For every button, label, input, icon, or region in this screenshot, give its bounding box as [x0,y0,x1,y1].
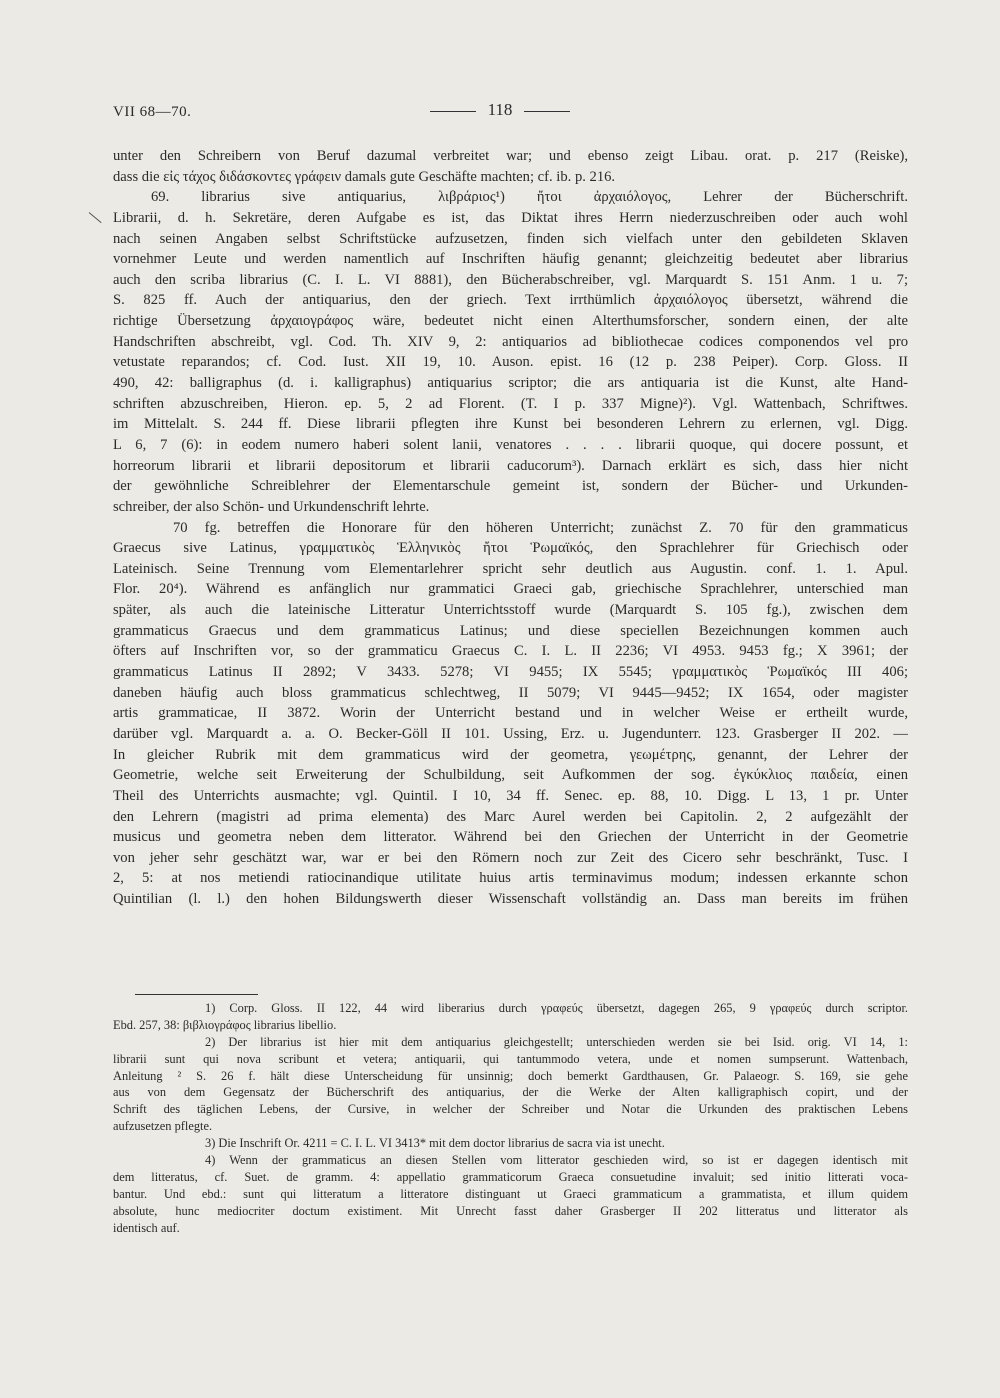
body-line: daneben häufig auch bloss grammaticus schlechtweg, II 5079; VI 9445—9452; IX 1654, oder magister [113,684,908,701]
body-line: S. 825 ff. Auch der antiquarius, den der griech. Text irrthümlich ἀρχαιόλογος übersetzt, während die [113,292,908,309]
body-line: grammaticus Latinus II 2892; V 3433. 5278; VI 9455; IX 5545; γραμματικὸς Ῥωμαϊκός III 406; [113,664,908,681]
header-rule-right [524,111,570,112]
body-line: Handschriften abschreibt, vgl. Cod. Th. XIV 9, 2: antiquarios ad bibliothecae codices componendos vel pro [113,333,908,350]
body-line: Quintilian (l. l.) den hohen Bildungswerth dieser Wissenschaft vollständig an. Dass man bereits im frühen [113,891,908,908]
body-line: unter den Schreibern von Beruf dazumal verbreitet war; und ebenso zeigt Libau. orat. p. 217 (Reiske), [113,148,908,164]
footnotes [113,1000,908,1236]
page-number-header [0,100,1000,120]
footnote-separator [135,994,258,995]
footnote-line: absolute, hunc mediocriter doctum existiment. Mit Unrecht fasst daher Grasberger II 202 litteratus und litterator als [113,1203,908,1218]
body-line: den Lehrern (magistri ad prima elementa) des Marc Aurel werden bei Capitolin. 2, 2 aufgezählt der [113,808,908,825]
body-line: 490, 42: balligraphus (d. i. kalligraphus) antiquarius scriptor; die ars antiquaria ist die Kunst, alte Hand- [113,375,908,392]
body-line: 2, 5: at nos metiendi ratiocinandique utilitate huius artis terminavimus modum; indessen erkannte schon [113,870,908,887]
body-line: musicus und geometra neben dem litterator. Während bei den Griechen der Unterricht in der Geometrie [113,829,908,846]
body-text [113,146,908,910]
footnote-line: Schrift des täglichen Lebens, der Cursive, in welcher der Schreiber und Notar die Urkunden des praktischen Lebens [113,1102,908,1117]
section-reference: VII 68—70. [113,104,192,120]
body-line: Geometrie, welche seit Erweiterung der Schulbildung, seit Aufkommen der sog. ἐγκύκλιος παιδεία, einen [113,767,908,784]
body-line: grammaticus Graecus und dem grammaticus Latinus; und diese speciellen Bezeichnungen kommen auch [113,622,908,639]
body-line: 69. librarius sive antiquarius, λιβράριος¹) ἤτοι ἀρχαιόλογος, Lehrer der Bücherschrift. [151,189,908,206]
body-line: der gewöhnliche Schreiblehrer der Elementarschule gemeint ist, sondern der Bücher- und Urkunden- [113,478,908,495]
footnote-line: Ebd. 257, 38: βιβλιογράφος librarius libellio. [113,1017,337,1032]
body-line: richtige Übersetzung ἀρχαιογράφος wäre, bedeutet nicht einen Alterthumsforscher, sondern einen, der alte [113,313,908,330]
footnote-line: 3) Die Inschrift Or. 4211 = C. I. L. VI 3413* mit dem doctor librarius de sacra via ist unecht. [205,1136,665,1151]
body-line: auch den scriba librarius (C. I. L. VI 8881), den Bücherabschreiber, vgl. Marquardt S. 151 Anm. 1 u. 7; [113,271,908,288]
footnote-line: identisch auf. [113,1220,180,1235]
footnote-line: aus von dem Gegensatz der Bücherschrift des antiquarius, der die Werke der Alten kalligraphisch copirt, und der [113,1085,908,1100]
page-number: 118 [487,100,513,119]
body-line: dass die εἰς τάχος διδάσκοντες γράφειν damals gute Geschäfte machten; cf. ib. p. 216. [113,168,616,185]
body-line: vetustate reparandos; cf. Cod. Iust. XII 19, 10. Auson. epist. 16 (12 p. 238 Peiper). Corp. Gloss. II [113,354,908,371]
body-line: artis grammaticae, II 3872. Worin der Unterricht bestand und in welcher Weise er ertheilt wurde, [113,705,908,722]
footnote-line: Anleitung ² S. 26 f. hält diese Unterscheidung für unsinnig; doch bemerkt Gardthausen, Gr. Palaeogr. S. 169, sie gehe [113,1068,908,1083]
footnote-line: librarii sunt qui nova scribunt et vetera; antiquarii, qui tantummodo vetera, unde et nomen sumpserunt. Wattenbach, [113,1051,908,1066]
body-line: Graecus sive Latinus, γραμματικὸς Ἑλληνικὸς ἤτοι Ῥωμαϊκός, den Sprachlehrer für Griechisch oder [113,540,908,557]
body-line: 70 fg. betreffen die Honorare für den höheren Unterricht; zunächst Z. 70 für den grammaticus [173,519,908,536]
body-line: Theil des Unterrichts ausmachte; vgl. Quintil. I 10, 34 ff. Senec. ep. 88, 10. Digg. L 13, 1 pr. Unter [113,787,908,804]
body-line: im Mittelalt. S. 244 ff. Diese librarii pflegten ihre Kunst bei besonderen Lehrern zu erlernen, vgl. Digg. [113,416,908,433]
footnote-line: bantur. Und ebd.: sunt qui litteratum a litteratore distinguant ut Graeci grammaticum a grammatista, et illum quidem [113,1186,908,1201]
body-line: L 6, 7 (6): in eodem numero haberi solent lanii, venatores . . . . librarii quoque, qui docere possunt, et [113,436,908,453]
body-line: Lateinisch. Seine Trennung vom Elementarlehrer spricht sehr deutlich aus Augustin. conf. 1. 1. Apul. [113,560,908,577]
body-line: vornehmer Leute und werden namentlich auf Inschriften häufig genannt; gleichzeitig bedeutet aber librarius [113,251,908,268]
margin-mark [89,212,102,223]
body-line: In gleicher Rubrik mit dem grammaticus wird der geometra, γεωμέτρης, genannt, der Lehrer der [113,746,908,763]
body-line: darüber vgl. Marquardt a. a. O. Becker-Göll II 101. Ussing, Erz. u. Jugendunterr. 123. Grasberger II 202. — [113,725,908,742]
body-line: Flor. 20⁴). Während es anfänglich nur grammatici Graeci gab, griechische Sprachlehrer, unterschied man [113,581,908,598]
footnote-line: 4) Wenn der grammaticus an diesen Stellen vom litterator geschieden wird, so ist er dagegen identisch mit [205,1153,908,1168]
body-line: Librarii, d. h. Sekretäre, deren Aufgabe es ist, das Diktat ihres Herrn niederzuschreiben oder auch wohl [113,209,908,226]
footnote-line: aufzusetzen pflegte. [113,1119,213,1134]
body-line: horreorum librarii et librarii depositorum et librarii caducorum³). Darnach erklärt es sich, dass hier nicht [113,457,908,474]
header-rule-left [430,111,476,112]
body-line: schriften abzuschreiben, Hieron. ep. 5, 2 ad Florent. (T. I p. 337 Migne)²). Vgl. Wattenbach, Schriftwes. [113,395,908,412]
footnote-line: 2) Der librarius ist hier mit dem antiquarius gleichgestellt; unterschieden werden sie bei Isid. orig. VI 14, 1: [205,1034,908,1049]
footnote-line: 1) Corp. Gloss. II 122, 44 wird liberarius durch γραφεύς übersetzt, dagegen 265, 9 γραφεύς durch scriptor. [205,1001,908,1015]
body-line: öfters auf Inschriften vor, so der grammaticu Graecus C. I. L. II 2236; VI 4953. 9453 fg.; X 3961; der [113,643,908,660]
body-line: später, als auch die lateinische Litteratur Unterrichtsstoff wurde (Marquardt S. 105 fg.), zwischen dem [113,602,908,619]
body-line: schreiber, der also Schön- und Urkundenschrift lehrte. [113,498,430,515]
body-line: von jeher sehr geschätzt war, war er bei den Römern noch zur Zeit des Cicero sehr beschränkt, Tusc. I [113,849,908,866]
footnote-line: dem litteratus, cf. Suet. de gramm. 4: appellatio grammaticorum Graeca consuetudine invaluit; sed initio litterati voca- [113,1169,908,1184]
body-line: nach seinen Angaben selbst Schriftstücke aufzusetzen, finden sich vielfach unter den gebildeten Sklaven [113,230,908,247]
